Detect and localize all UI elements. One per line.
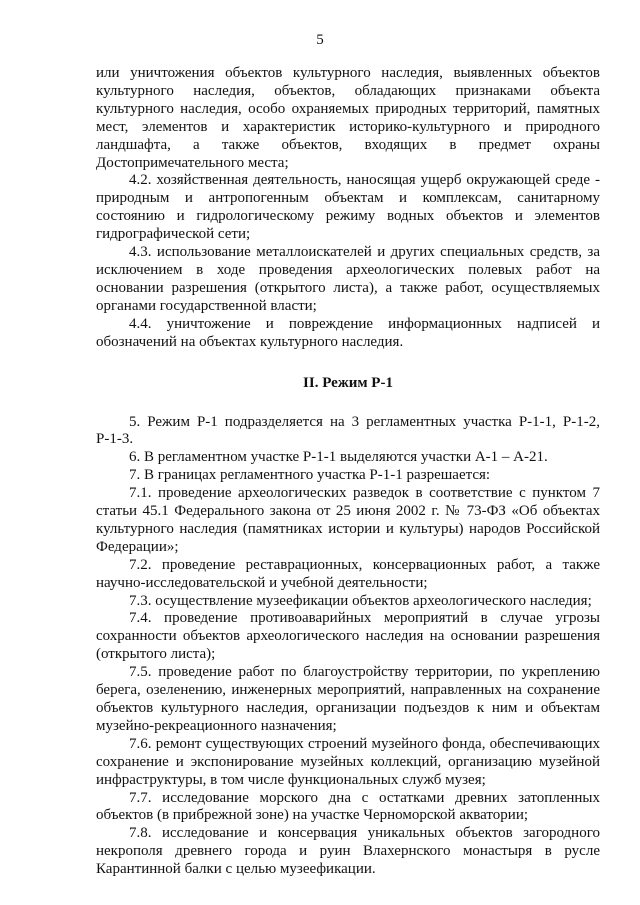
paragraph-7-1: 7.1. проведение археологических разведок в соответствие с пунктом 7 статьи 45.1 Федерального закона от 25 июня 2002 г. № 73-ФЗ «Об объектах культурного наследия (памятниках истории и культуры) народов Российской Федерации»;	[96, 485, 600, 555]
paragraph-6: 6. В регламентном участке Р-1-1 выделяются участки А-1 – А-21.	[129, 449, 548, 466]
paragraph-7: 7. В границах регламентного участка Р-1-1 разрешается:	[129, 467, 491, 484]
paragraph-5: 5. Режим Р-1 подразделяется на 3 регламентных участка Р-1-1, Р-1-2, Р-1-3.	[96, 413, 600, 448]
paragraph-7-3: 7.3. осуществление музеефикации объектов археологического наследия;	[129, 592, 592, 609]
paragraph-7-8: 7.8. исследование и консервация уникальных объектов загородного некрополя древнего города и руин Влахернского монастыря в русле Карантинной балки с целью музеефикации.	[96, 825, 600, 878]
paragraph-7-5: 7.5. проведение работ по благоустройству территории, по укреплению берега, озеленению, инженерных мероприятий, направленных на сохранение объектов культурного наследия, организации подъездов к ним и объектам музейно-рекреационного назначения;	[96, 664, 600, 734]
paragraph-4-4: 4.4. уничтожение и повреждение информационных надписей и обозначений на объектах культурного наследия.	[96, 315, 600, 350]
paragraph-7-6: 7.6. ремонт существующих строений музейного фонда, обеспечивающих сохранение и экспонирование музейных коллекций, организацию музейной инфраструктуры, в том числе функциональных служб музея;	[96, 735, 600, 788]
paragraph-7-7: 7.7. исследование морского дна с остатками древних затопленных объектов (в прибрежной зоне) на участке Черноморской акватории;	[96, 789, 600, 824]
document-body	[96, 65, 600, 879]
section-heading: II. Режим Р-1	[303, 374, 393, 391]
page-number: 5	[316, 32, 324, 48]
paragraph-4-3: 4.3. использование металлоискателей и других специальных средств, за исключением в ходе проведения археологических полевых работ на основании разрешения (открытого листа), а также работ, осуществляемых органами государственной власти;	[96, 244, 600, 314]
paragraph-7-4: 7.4. проведение противоаварийных мероприятий в случае угрозы сохранности объектов археологического наследия на основании разрешения (открытого листа);	[96, 610, 600, 663]
paragraph-continuation: или уничтожения объектов культурного наследия, выявленных объектов культурного наследия, объектов, обладающих признаками объекта культурного наследия, особо охраняемых природных территорий, памятных мест, элементов и характеристик историко-культурного и природного ландшафта, а также объектов, входящих в предмет охраны Достопримечательного места;	[96, 65, 600, 171]
paragraph-4-2: 4.2. хозяйственная деятельность, наносящая ущерб окружающей среде - природным и антропогенным объектам и комплексам, санитарному состоянию и гидрологическому режиму водных объектов и элементов гидрографической сети;	[96, 172, 600, 243]
paragraph-7-2: 7.2. проведение реставрационных, консервационных работ, а также научно-исследовательской и учебной деятельности;	[96, 556, 600, 591]
